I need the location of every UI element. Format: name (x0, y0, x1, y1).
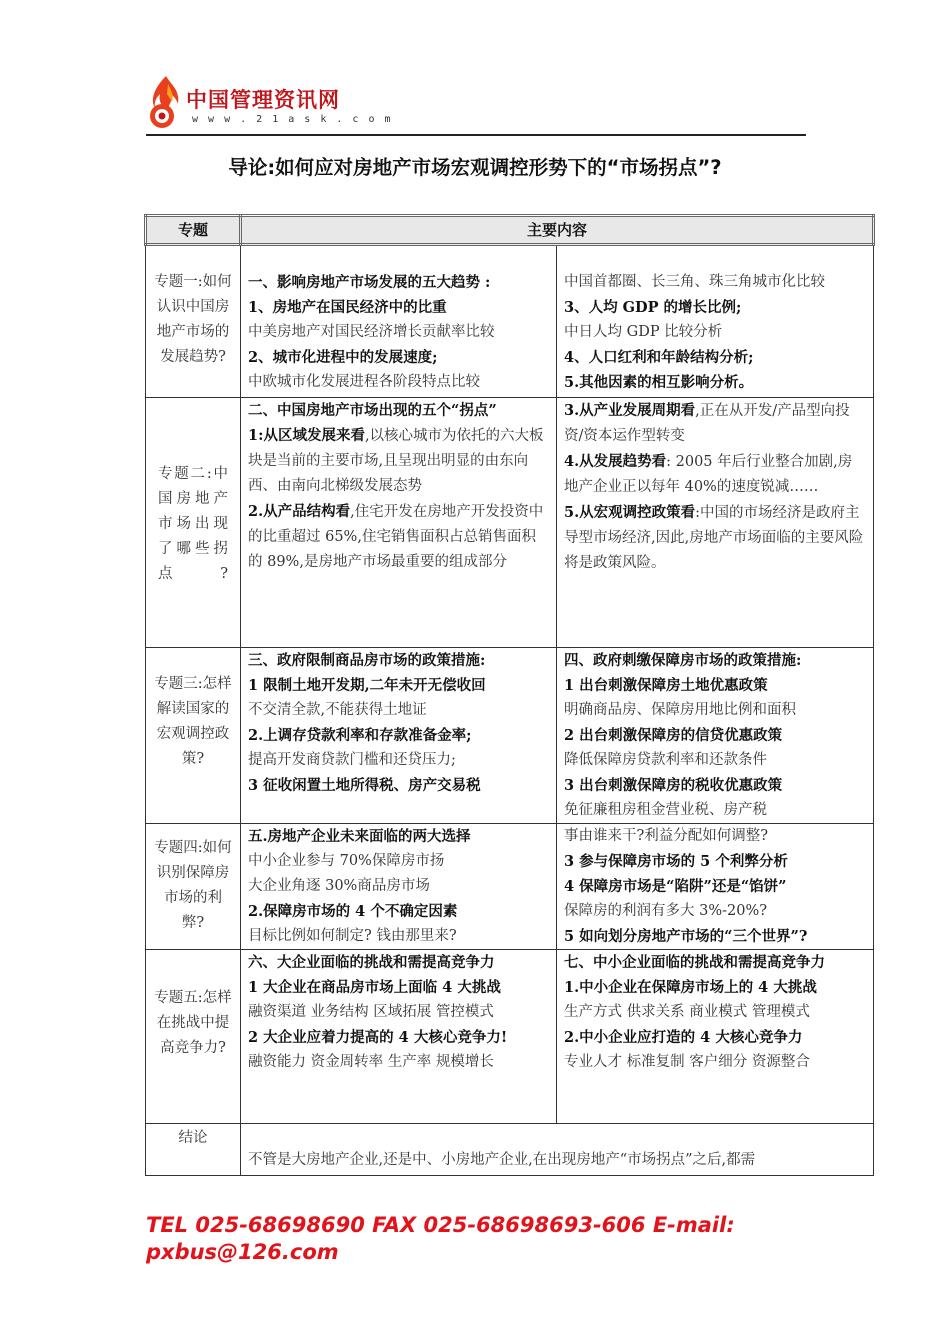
logo-url: w w w . 2 1 a s k . c o m (192, 114, 393, 125)
content-line: 生产方式 供求关系 商业模式 管理模式 (564, 1004, 810, 1020)
content-right (557, 648, 874, 824)
header-topic: 专题 (146, 216, 241, 245)
content-left (241, 950, 557, 1124)
content-heading: 3 征收闲置土地所得税、房产交易税 (248, 777, 481, 794)
table-header-row (146, 216, 874, 245)
paragraph-lead: 3.从产业发展周期看 (564, 402, 696, 419)
table-row (146, 824, 874, 950)
conclusion-row (146, 1124, 874, 1176)
conclusion-text (241, 1124, 874, 1176)
topic-cell (146, 398, 241, 648)
content-heading: 1 出台刺激保障房土地优惠政策 (564, 677, 768, 694)
conclusion-label (146, 1124, 241, 1176)
content-heading: 3、人均 GDP 的增长比例; (564, 299, 742, 316)
content-right (557, 950, 874, 1124)
content-heading: 2.上调存贷款利率和存款准备金率; (248, 727, 472, 744)
flame-logo-icon (146, 74, 186, 130)
content-heading: 1 大企业在商品房市场上面临 4 大挑战 (248, 979, 501, 996)
conclusion-text-content: 不管是大房地产企业,还是中、小房地产企业,在出现房地产“市场拐点”之后,都需 (248, 1152, 756, 1168)
content-heading: 1 限制土地开发期,二年未开无偿收回 (248, 677, 486, 694)
content-left (241, 245, 557, 398)
content-line: 保障房的利润有多大 3%-20%? (564, 903, 768, 919)
content-left (241, 824, 557, 950)
content-left (241, 398, 557, 648)
content-heading: 3 出台刺激保障房的税收优惠政策 (564, 777, 783, 794)
logo-name: 中国管理资讯网 (186, 88, 340, 112)
table-row (146, 950, 874, 1124)
topic-text: 专题二:中国房地产市场出现了哪些拐点? (158, 466, 228, 582)
content-right (557, 245, 874, 398)
content-heading: 2、城市化进程中的发展速度; (248, 349, 438, 366)
topic-text: 专题五:怎样在挑战中提高竞争力? (154, 990, 232, 1056)
content-heading: 1.中小企业在保障房市场上的 4 大挑战 (564, 979, 817, 996)
paragraph-body: ,以核心城市为依托的六大板块是当前的主要市场,且呈现出明显的由东向西、由南向北梯级发展态势 (248, 428, 544, 494)
content-heading: 5 如向划分房地产市场的“三个世界”? (564, 928, 808, 945)
contact-footer: TEL 025-68698690 FAX 025-68698693-606 E-mail: pxbus@126.com (146, 1213, 735, 1264)
content-line: 降低保障房贷款利率和还款条件 (564, 752, 767, 768)
content-heading: 5.其他因素的相互影响分析。 (564, 374, 754, 391)
content-line: 事由谁来干?利益分配如何调整? (564, 828, 769, 844)
paragraph-lead: 5.从宏观调控政策看 (564, 504, 696, 521)
topic-text: 专题四:如何 识别保障房市场的利弊? (154, 840, 232, 931)
content-line: 中小企业参与 70%保障房市扬 (248, 853, 445, 869)
content-heading: 2 大企业应着力提高的 4 大核心竞争力! (248, 1029, 508, 1046)
content-heading: 1、房地产在国民经济中的比重 (248, 299, 447, 316)
content-line: 中美房地产对国民经济增长贡献率比较 (248, 324, 495, 340)
content-line: 融资渠道 业务结构 区域拓展 管控模式 (248, 1004, 494, 1020)
content-line: 专业人才 标准复制 客户细分 资源整合 (564, 1054, 810, 1070)
content-line: 中日人均 GDP 比较分析 (564, 324, 723, 340)
content-heading: 七、中小企业面临的挑战和需提高竞争力 (564, 954, 825, 971)
table-row (146, 398, 874, 648)
content-line: 目标比例如何制定? 钱由那里来? (248, 928, 457, 944)
content-line: 融资能力 资金周转率 生产率 规模增长 (248, 1054, 494, 1070)
document-title: 导论:如何应对房地产市场宏观调控形势下的“市场拐点”? (228, 156, 722, 179)
paragraph-body: ,正在从开发/产品型向投资/资本运作型转变 (564, 403, 850, 444)
content-heading: 2.保障房市场的 4 个不确定因素 (248, 903, 458, 920)
table-row (146, 648, 874, 824)
content-heading: 三、政府限制商品房市场的政策措施: (248, 652, 486, 669)
content-line: 中国首都圈、长三角、珠三角城市化比较 (564, 274, 825, 290)
paragraph-body: : 2005 年后行业整合加剧,房地产企业正以每年 40%的速度锐减…… (564, 454, 853, 495)
topic-cell (146, 245, 241, 398)
table-row (146, 245, 874, 398)
content-paragraph (248, 499, 549, 575)
content-heading: 4 保障房市场是“陷阱”还是“馅饼” (564, 878, 787, 895)
paragraph-body: :中国的市场经济是政府主导型市场经济,因此,房地产市场面临的主要风险将是政策风险。 (564, 505, 864, 571)
paragraph-lead: 1:从区域发展来看 (248, 427, 365, 444)
content-heading: 五.房地产企业未来面临的两大选择 (248, 828, 471, 845)
conclusion-label-text: 结论 (178, 1130, 208, 1146)
content-heading: 一、影响房地产市场发展的五大趋势 : (248, 274, 491, 291)
paragraph-lead: 4.从发展趋势看 (564, 453, 667, 470)
site-logo[interactable] (146, 74, 393, 134)
content-line: 免征廉租房租金营业税、房产税 (564, 802, 767, 818)
content-heading: 4、人口红利和年龄结构分析; (564, 349, 754, 366)
content-line: 中欧城市化发展进程各阶段特点比较 (248, 374, 480, 390)
content-paragraph (564, 449, 866, 500)
content-left (241, 648, 557, 824)
content-heading: 二、中国房地产市场出现的五个“拐点” (248, 402, 497, 419)
content-right (557, 398, 874, 648)
content-heading: 2 出台刺激保障房的信贷优惠政策 (564, 727, 783, 744)
content-heading: 六、大企业面临的挑战和需提高竞争力 (248, 954, 495, 971)
content-right (557, 824, 874, 950)
header-content: 主要内容 (241, 216, 874, 245)
content-paragraph (564, 398, 866, 449)
topic-cell (146, 824, 241, 950)
content-heading: 2.中小企业应打造的 4 大核心竞争力 (564, 1029, 803, 1046)
topic-cell (146, 950, 241, 1124)
content-line: 不交清全款,不能获得土地证 (248, 702, 427, 718)
course-outline-table (144, 214, 875, 1176)
content-line: 大企业角逐 30%商品房市场 (248, 878, 430, 894)
header-divider (146, 134, 806, 136)
content-paragraph (564, 500, 866, 576)
content-line: 提高开发商贷款门槛和还贷压力; (248, 752, 456, 768)
topic-cell (146, 648, 241, 824)
paragraph-body: ,住宅开发在房地产开发投资中的比重超过 65%,住宅销售面积占总销售面积的 89%,是房地产市场最重要的组成部分 (248, 504, 544, 570)
content-paragraph (248, 423, 549, 499)
topic-text: 专题三:怎样解读国家的宏观调控政策? (154, 676, 232, 767)
content-heading: 四、政府刺缴保障房市场的政策措施: (564, 652, 802, 669)
paragraph-lead: 2.从产品结构看 (248, 503, 351, 520)
topic-text: 专题一:如何认识中国房地产市场的发展趋势? (154, 274, 232, 365)
content-line: 明确商品房、保障房用地比例和面积 (564, 702, 796, 718)
content-heading: 3 参与保障房市场的 5 个利弊分析 (564, 853, 788, 870)
